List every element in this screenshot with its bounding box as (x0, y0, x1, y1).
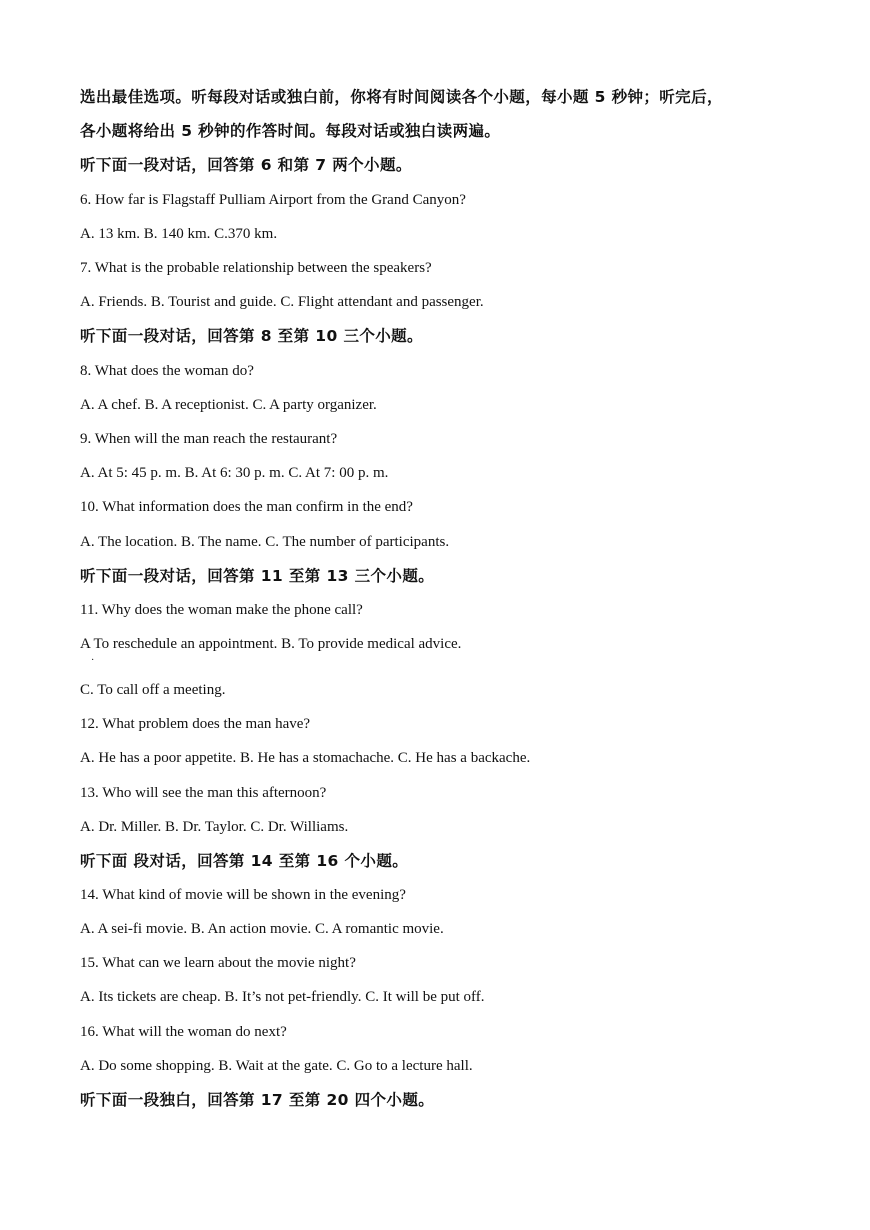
stray-mark: · (91, 655, 95, 666)
section-heading: 听下面一段对话，回答第 11 至第 13 三个小题。 (80, 567, 435, 585)
text-line: A. At 5: 45 p. m. B. At 6: 30 p. m. C. At 7: 00 p. m. (80, 465, 389, 481)
text-line: 6. How far is Flagstaff Pulliam Airport from the Grand Canyon? (80, 192, 466, 208)
text-line: C. To call off a meeting. (80, 682, 226, 698)
text-line: A. He has a poor appetite. B. He has a stomachache. C. He has a backache. (80, 750, 531, 766)
text-line: 14. What kind of movie will be shown in the evening? (80, 887, 406, 903)
section-heading: 选出最佳选项。听每段对话或独白前，你将有时间阅读各个小题，每小题 5 秒钟；听完后， (80, 88, 723, 106)
text-line: 8. What does the woman do? (80, 363, 254, 379)
text-line: A. 13 km. B. 140 km. C.370 km. (80, 226, 278, 242)
section-heading: 听下面一段独白，回答第 17 至第 20 四个小题。 (80, 1091, 435, 1109)
text-line: A. The location. B. The name. C. The number of participants. (80, 534, 450, 550)
text-line: A. Do some shopping. B. Wait at the gate. C. Go to a lecture hall. (80, 1058, 473, 1074)
text-line: A. Its tickets are cheap. B. It’s not pet-friendly. C. It will be put off. (80, 989, 485, 1005)
section-heading: 听下面 段对话，回答第 14 至第 16 个小题。 (80, 852, 409, 870)
text-line: 7. What is the probable relationship between the speakers? (80, 260, 432, 276)
section-heading: 听下面一段对话，回答第 8 至第 10 三个小题。 (80, 327, 423, 345)
text-line: 10. What information does the man confirm in the end? (80, 499, 413, 515)
text-line: 15. What can we learn about the movie night? (80, 955, 356, 971)
text-line: 11. Why does the woman make the phone call? (80, 602, 363, 618)
text-line: A. Dr. Miller. B. Dr. Taylor. C. Dr. Williams. (80, 819, 349, 835)
text-line: 16. What will the woman do next? (80, 1024, 287, 1040)
text-line: A. A sei-fi movie. B. An action movie. C. A romantic movie. (80, 921, 444, 937)
text-line: A To reschedule an appointment. B. To provide medical advice. (80, 636, 462, 652)
text-line: A. Friends. B. Tourist and guide. C. Flight attendant and passenger. (80, 294, 484, 310)
text-line: 12. What problem does the man have? (80, 716, 311, 732)
section-heading: 听下面一段对话，回答第 6 和第 7 两个小题。 (80, 156, 412, 174)
text-line: A. A chef. B. A receptionist. C. A party organizer. (80, 397, 377, 413)
text-line: 9. When will the man reach the restaurant? (80, 431, 338, 447)
section-heading: 各小题将给出 5 秒钟的作答时间。每段对话或独白读两遍。 (80, 122, 501, 140)
text-line: 13. Who will see the man this afternoon? (80, 785, 327, 801)
